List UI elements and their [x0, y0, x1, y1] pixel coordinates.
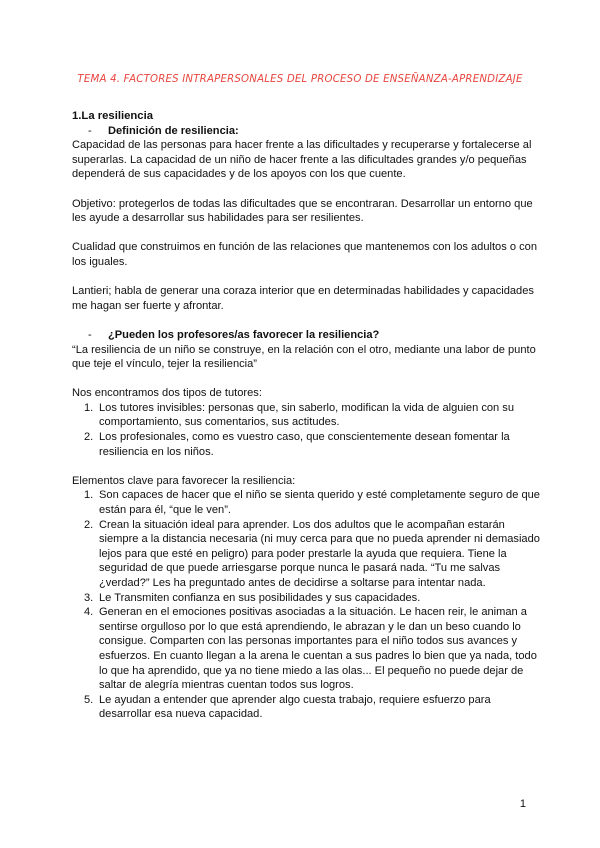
list-item [72, 401, 542, 430]
page-title: TEMA 4. FACTORES INTRAPERSONALES DEL PROCESO DE ENSEÑANZA-APRENDIZAJE [77, 74, 523, 85]
list-number: 1. [84, 401, 94, 414]
elements-list [72, 488, 542, 722]
list-item-text: Los tutores invisibles: personas que, sin saberlo, modifican la vida de alguien con su comportamiento, sus comentarios, sus actitudes. [99, 401, 515, 429]
tutors-list [72, 401, 542, 459]
list-number: 5. [84, 693, 94, 706]
bullet-heading-teachers [72, 328, 542, 343]
list-number: 3. [84, 591, 94, 604]
quote-paragraph: “La resiliencia de un niño se construye, en la relación con el otro, mediante una labor de punto que teje el vínculo, tejer la resiliencia” [72, 343, 536, 371]
paragraph-lantieri: Lantieri; habla de generar una coraza interior que en determinadas habilidades y capacidades me hagan ser fuerte y afrontar. [72, 285, 534, 312]
list-item-text: Los profesionales, como es vuestro caso, que conscientemente desean fomentar la resiliencia en los niños. [99, 431, 510, 458]
tutors-intro: Nos encontramos dos tipos de tutores: [72, 387, 262, 400]
list-number: 4. [84, 606, 94, 619]
section-heading: 1.La resiliencia [72, 110, 154, 122]
list-item-text: Generan en el emociones positivas asociadas a la situación. Le hacen reir, le animan a sentirse orgulloso por lo que está aprendiendo, le abrazan y le dan un beso cuando lo consigue. Comparten con las personas importantes para el niño todos sus avances y esfuerzos. En cuanto llegan a la arena le cuentan a sus padres lo bien que ya nada, todo lo que ha aprendido, que ya no tiene miedo a las olas... El pequeño no puede dejar de saltar de alegría mientras cuentan todos sus logros. [99, 606, 537, 692]
list-item [72, 591, 542, 606]
list-item [72, 430, 542, 459]
list-item-text: Le ayudan a entender que aprender algo cuesta trabajo, requiere esfuerzo para desarrollar esa nueva capacidad. [99, 693, 491, 721]
elements-intro: Elementos clave para favorecer la resiliencia: [72, 474, 296, 487]
dash-marker: - [88, 328, 92, 341]
list-item [72, 518, 542, 591]
document-body [72, 109, 542, 722]
list-item [72, 693, 542, 722]
bullet-heading-text: Definición de resiliencia: [108, 124, 239, 137]
page-number: 1 [519, 798, 526, 810]
list-item-text: Son capaces de hacer que el niño se sienta querido y esté completamente seguro de que están para él, “que le ven”. [99, 489, 540, 517]
paragraph-quality: Cualidad que construimos en función de las relaciones que mantenemos con los adultos o con los iguales. [72, 241, 537, 268]
list-item-text: Le Transmiten confianza en sus posibilidades y sus capacidades. [99, 591, 421, 604]
list-item [72, 488, 542, 517]
paragraph-objective: Objetivo: protegerlos de todas las dificultades que se encontraran. Desarrollar un entorno que les ayude a desarrollar sus habilidades para ser resilientes. [72, 197, 533, 225]
list-number: 2. [84, 431, 94, 444]
list-item-text: Crean la situación ideal para aprender. Los dos adultos que le acompañan estarán siempre a la distancia necesaria (ni muy cerca para que no pueda aprender ni demasiado lejos para que esté en peligro) para poder prestarle la ayuda que requiera. Tiene la seguridad de que puede arriesgarse porque nunca le pasará nada. “Tu me salvas ¿verdad?” Les ha preguntado antes de decidirse a soltarse para intentar nada. [99, 518, 540, 589]
paragraph-definition: Capacidad de las personas para hacer frente a las dificultades y recuperarse y fortalecerse al superarlas. La capacidad de un niño de hacer frente a las dificultades grandes y/o pequeñas dependerá de sus capacidades y de los apoyos con los que cuente. [72, 139, 532, 181]
list-number: 2. [84, 518, 94, 531]
bullet-heading-text: ¿Pueden los profesores/as favorecer la resiliencia? [108, 328, 380, 341]
list-item [72, 605, 542, 693]
bullet-heading-definition [72, 124, 542, 139]
list-number: 1. [84, 489, 94, 502]
dash-marker: - [88, 124, 92, 137]
